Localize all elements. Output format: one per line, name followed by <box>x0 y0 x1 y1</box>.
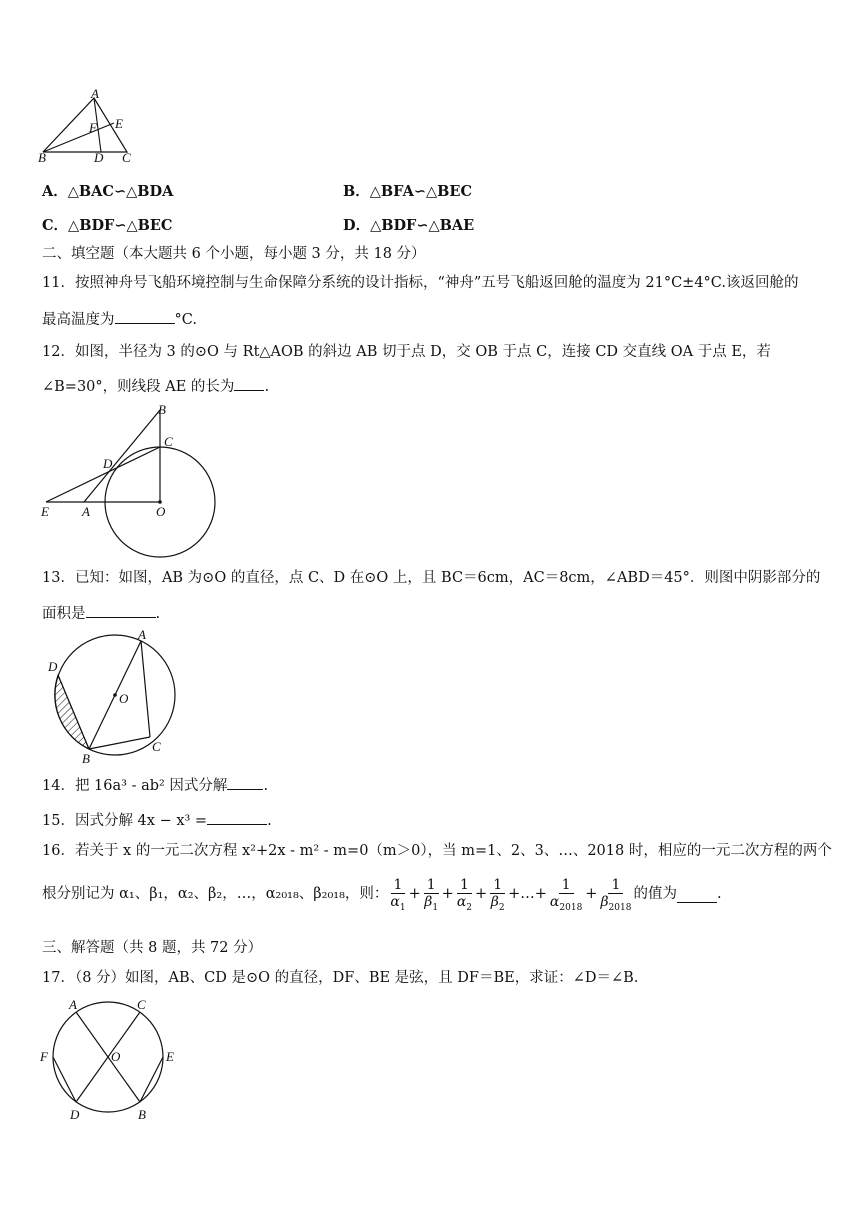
answer-blank <box>86 603 156 618</box>
label-a: A <box>69 997 77 1012</box>
answer-blank <box>115 309 175 324</box>
fraction: $\frac{1}{\beta_1}$ <box>424 877 439 913</box>
label-c: C <box>122 150 131 165</box>
answer-blank <box>234 376 264 391</box>
q13-text: 面积是 <box>42 606 86 622</box>
answer-blank <box>677 888 717 903</box>
circle-tangent-figure-q12 <box>36 400 226 560</box>
label-c: C <box>137 997 146 1012</box>
label-o: O <box>156 504 166 519</box>
q16-line1: 16．若关于 x 的一元二次方程 x²+2x - m² - m=0（m＞0），当 m=1、2、3、…、2018 时，相应的一元二次方程的两个 <box>42 843 832 859</box>
q15-text: 15．因式分解 4x − x³ = <box>42 813 208 829</box>
label-b: B <box>38 150 46 165</box>
label-b: B <box>82 751 90 766</box>
q15-end: . <box>267 813 272 829</box>
q16-end: . <box>716 886 722 903</box>
label-o: O <box>119 691 129 706</box>
plus-sign: + <box>408 886 421 903</box>
label-c: C <box>152 739 161 754</box>
circle-shaded-figure-q13 <box>40 625 190 765</box>
fraction: $\frac{1}{\beta_{2018}}$ <box>600 877 632 913</box>
q14-end: . <box>263 778 269 794</box>
q13-end: . <box>155 606 161 622</box>
q10-option-a: A．△BAC∽△BDA <box>42 183 174 200</box>
label-b: B <box>158 402 166 417</box>
section3-title: 三、解答题（共 8 题，共 72 分） <box>42 940 263 956</box>
q11-line1: 11．按照神舟号飞船环境控制与生命保障分系统的设计指标，“神舟”五号飞船返回舱的温度为 21°C±4°C.该返回舱的 <box>42 275 799 291</box>
fraction: $\frac{1}{\beta_2}$ <box>490 877 505 913</box>
fraction: $\frac{1}{\alpha_{2018}}$ <box>549 877 583 913</box>
q14 <box>42 775 268 795</box>
q15 <box>42 810 272 830</box>
answer-blank <box>207 810 267 825</box>
q16-line2 <box>42 877 722 913</box>
label-d: D <box>70 1107 80 1122</box>
q14-text: 14．把 16a³ - ab² 因式分解 <box>42 778 228 794</box>
q11-unit: °C. <box>174 312 197 328</box>
plus-sign: + <box>585 886 598 903</box>
section2-title: 二、填空题（本大题共 6 个小题，每小题 3 分，共 18 分） <box>42 246 426 262</box>
answer-blank <box>227 775 263 790</box>
label-e: E <box>115 116 123 131</box>
plus-sign: + <box>475 886 488 903</box>
fraction: $\frac{1}{\alpha_2}$ <box>456 877 473 913</box>
label-a: A <box>82 504 90 519</box>
q16-text: 根分别记为 α₁、β₁，α₂、β₂，…，α₂₀₁₈、β₂₀₁₈，则： <box>42 886 389 903</box>
label-e: E <box>41 504 49 519</box>
q13-line1: 13．已知：如图，AB 为⊙O 的直径，点 C、D 在⊙O 上，且 BC＝6cm，AC＝8cm，∠ABD＝45°．则图中阴影部分的 <box>42 570 821 586</box>
q11-text: 最高温度为 <box>42 312 115 328</box>
q16-text-end: 的值为 <box>633 886 677 903</box>
q13-line2 <box>42 603 160 623</box>
label-b: B <box>138 1107 146 1122</box>
q17: 17．（8 分）如图，AB、CD 是⊙O 的直径，DF、BE 是弦，且 DF＝BE，求证：∠D＝∠B. <box>42 970 639 986</box>
triangle-figure-q10 <box>36 86 146 170</box>
q10-option-d: D．△BDF∽△BAE <box>343 217 475 234</box>
label-c: C <box>164 434 173 449</box>
label-d: D <box>103 456 113 471</box>
fraction: $\frac{1}{\alpha_1}$ <box>390 877 406 913</box>
q12-line1: 12．如图，半径为 3 的⊙O 与 Rt△AOB 的斜边 AB 切于点 D，交 OB 于点 C，连接 CD 交直线 OA 于点 E，若 <box>42 344 771 360</box>
q12-text: ∠B=30°，则线段 AE 的长为 <box>42 379 235 395</box>
ellipsis: +…+ <box>508 886 547 903</box>
label-f: F <box>40 1049 48 1064</box>
plus-sign: + <box>441 886 454 903</box>
q12-line2 <box>42 376 269 396</box>
label-a: A <box>138 627 146 642</box>
label-f: F <box>89 120 97 135</box>
label-o: O <box>111 1049 121 1064</box>
circle-diameters-figure-q17 <box>38 995 188 1125</box>
label-d: D <box>94 150 104 165</box>
q12-end: . <box>264 379 270 395</box>
label-a: A <box>91 86 99 101</box>
q10-option-c: C．△BDF∽△BEC <box>42 217 173 234</box>
label-d: D <box>48 659 58 674</box>
q10-option-b: B．△BFA∽△BEC <box>343 183 473 200</box>
label-e: E <box>166 1049 174 1064</box>
q11-line2 <box>42 309 197 329</box>
